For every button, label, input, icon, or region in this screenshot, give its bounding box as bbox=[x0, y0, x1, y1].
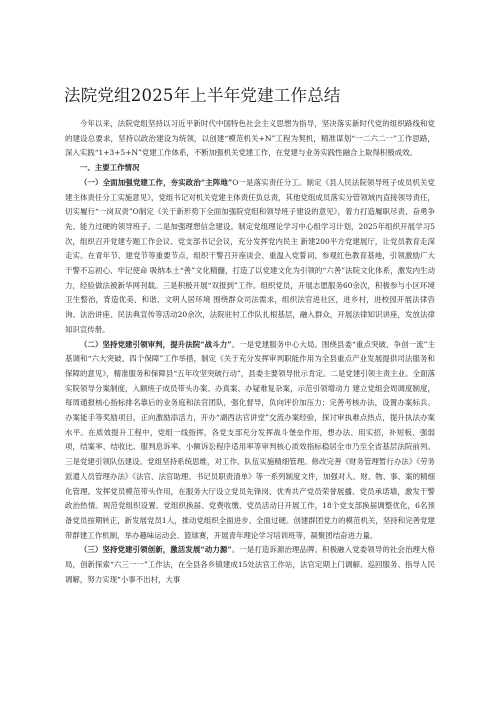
paragraph-1 bbox=[65, 176, 435, 338]
paragraph-3-body: 。一是打造诉源治理品牌。积极融入党委领导的社会治理大格局，创新探索“六三一一”工作法，在全县各乡镇建成15处法官工作站，法官定期上门调解、巡回服务、指导人民调解，努力实现“小事不出村，大事 bbox=[65, 545, 435, 584]
document-body bbox=[65, 117, 435, 588]
paragraph-3 bbox=[65, 543, 435, 587]
section-heading: 一、主要工作情况 bbox=[79, 163, 140, 173]
intro-paragraph: 今年以来，法院党组坚持以习近平新时代中国特色社会主义思想为指导，坚决落实新时代党的组织路线和党的建设总要求，坚持以政治建设为统领，以创建“模范机关+N”工程为契机，精准谋划“一二六二一”工作思路，深入实践“1+3+5+N”党建工作体系，不断加强机关党建工作，在党建与业务实践性融合上取得积极成效。 bbox=[65, 119, 435, 158]
paragraph-1-subheading: （一）全面加强党建工作，夯实政治“主阵地” bbox=[79, 177, 233, 187]
paragraph-2-body: 。一是党建服务中心大局。围绕县委“重点突破、争创一流”主基调和“六大突破、四个保障”工作举措，制定《关于充分发挥审判职能作用为全县重点产业发展提供司法服务和保障的意见》，精准服务和保障县“五年攻坚突破行动”，县委主要领导批示肯定。二是党建引领主责主业。全面落实院领导分案制度，入额班子成员带头办案、办真案、办疑难复杂案，示范引领增动力 建立党组会周调度制度，每周通报核心指标排名靠后的业务庭和法官团队，强化督导，负向评价加压力；完善考核办法，设置办案标兵、办案能手等奖励项目，正向激励添活力，开办“湖西法官讲堂”交流办案经验，探讨审执难点热点，提升执法办案水平。在质效提升工程中，党组一线指挥，各党支部充分发挥战斗堡垒作用，想办法、用实招，补短板、强弱项，结案率、结收比、服判息诉率、小额诉讼程序适用率等审判核心质效指标稳居全市乃至全省基层法院前列。三是党建引领队伍建设。党组坚持系统思维，对工作、队伍实施精细管理。修改完善《财务管理暂行办法》《劳务派遣人员管理办法》《法官、法官助理、书记员职责清单》等一系列制度文件，加强对人、财、物、事、案的精细化管理。发挥党员模范带头作用，在服务大厅设立党员先锋岗、优秀共产党员荣誉展播、党员承诺墙，激发干警政治热情。规范党组织设置、党组织换届、党费收缴、党员活动日开展工作，18个党支部换届调整优化，6名预备党员按期转正，新发展党员1人，推动党组织全面进步、全面过硬。创建群团党力的模范机关，坚持和完善党建带群建工作机制，举办趣味运动会、篮球赛，开展青年理论学习培训班等，凝聚团结奋进力量。 bbox=[65, 339, 435, 540]
paragraph-2-subheading: （二）坚持党建引领审判，提升法院“战斗力” bbox=[79, 339, 232, 349]
paragraph-2 bbox=[65, 338, 435, 544]
page-title: 法院党组2025年上半年党建工作总结 bbox=[64, 86, 341, 105]
paragraph-1-body: O一是落实责任分工。制定《县人民法院领导班子成员机关党建主体责任分工实施意见》，党组书记对机关党建主体责任负总责，其他党组成员落实分管领域内直接领导责任，切实履行“一岗双责”O制定《关于新形势下全面加强院党组和领导班子建设的意见》，着力打造履职尽责、奋勇争先、能力过硬的领导班子。二是加强理想信念建设。制定党组理论学习中心组学习计划，2025年组织开展学习5次，组织召开党建专题工作会议、党支部书记会议，充分发挥党内民主 新建200平方党建展厅，让党员教育走深走实。在青年节、建党节等重要节点，组织干警召开座谈会、重温入党誓词、参观红色教育基地，引领激励广大干警不忘初心、牢记使命 吸纳本土“善”文化精髓，打造了以党建文化为引领的“六善”法院文化体系，激发内生动力，经验做法被新华网刊载。三是积极开展“双报到”工作。组织党员，开展志愿服务60余次，积极参与小区环境卫生整治，背造优美、和谐、文明人居环境 围绕群众司法需求，组织法官进社区，进乡村，进校园开展法律咨询、法治讲座、民法典宣传等活动20余次，法院驻村工作队扎根基层，融入群众，开展法律知识讲座，发放法律知识宣传册。 bbox=[65, 177, 435, 334]
paragraph-3-subheading: （三）坚持党建引领创新，激活发展“动力源” bbox=[79, 545, 232, 555]
